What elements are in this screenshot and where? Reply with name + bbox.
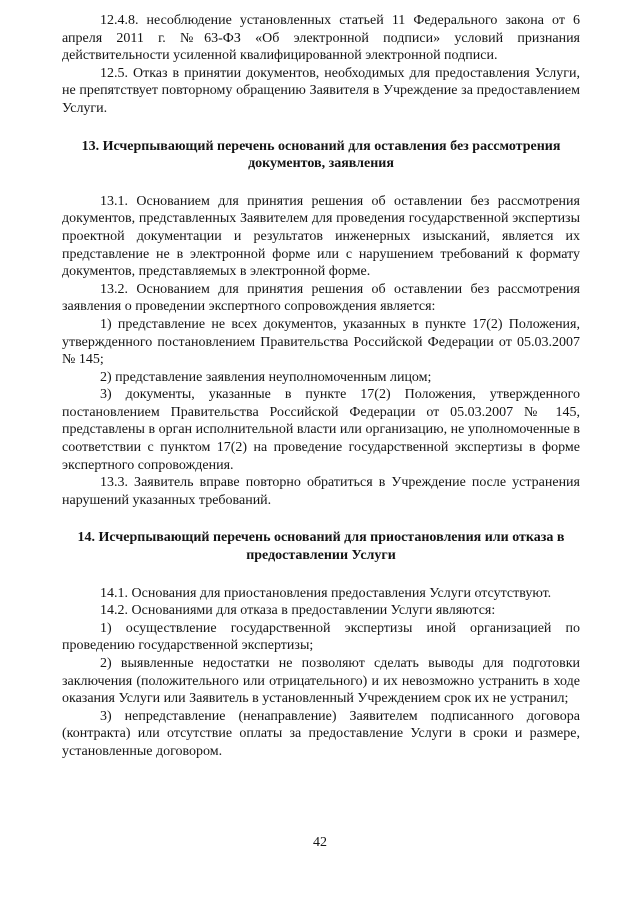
list-item-13-2-2: 2) представление заявления неуполномоченным лицом; [100,369,432,385]
section-14-heading: 14. Исчерпывающий перечень оснований для приостановления или отказа в предоставлении Услуги [77,530,565,564]
section-13-heading: 13. Исчерпывающий перечень оснований для оставления без рассмотрения документов, заявления [81,138,561,172]
list-item-13-2-3: 3) документы, указанные в пункте 17(2) Положения, утвержденного постановлением Правительства Российской Федерации от 05.03.2007 № 145, представлены в орган исполнительной власти или организацию, не уполномоченные в соответствии с пунктом 17(2) на проведение государственной экспертизы в форме экспертного сопровождения. [62,387,580,473]
paragraph-14-1: 14.1. Основания для приостановления предоставления Услуги отсутствуют. [100,585,552,601]
paragraph-13-3: 13.3. Заявитель вправе повторно обратиться в Учреждение после устранения нарушений указанных требований. [62,475,580,508]
page-number: 42 [313,835,327,850]
paragraph-13-2: 13.2. Основанием для принятия решения об оставлении без рассмотрения заявления о проведении экспертного сопровождения является: [62,281,580,315]
list-item-14-2-1: 1) осуществление государственной экспертизы иной организацией по проведению государственной экспертизы; [62,620,580,654]
paragraph-12-4-8: 12.4.8. несоблюдение установленных статьей 11 Федерального закона от 6 апреля 2011 г. №63-ФЗ «Об электронной подписи» условий признания действительности усиленной квалифицированной электронной подписи. [62,13,580,64]
list-item-13-2-1: 1) представление не всех документов, указанных в пункте 17(2) Положения, утвержденного постановлением Правительства Российской Федерации от 05.03.2007 № 145; [62,316,580,368]
paragraph-14-2: 14.2. Основаниями для отказа в предоставлении Услуги являются: [100,603,496,619]
paragraph-13-1: 13.1. Основанием для принятия решения об оставлении без рассмотрения документов, представленных Заявителем для проведения государственной экспертизы проектной документации и результатов инженерных изысканий, является их представление не в электронной форме или с нарушением требований к формату документов, представляемых в электронной форме. [62,193,580,280]
list-item-14-2-3: 3) непредставление (ненаправление) Заявителем подписанного договора (контракта) или отсутствие оплаты за предоставление Услуги в сроки и размере, установленные договором. [62,708,580,759]
paragraph-12-5: 12.5. Отказ в принятии документов, необходимых для предоставления Услуги, не препятствует повторному обращению Заявителя в Учреждение за предоставлением Услуги. [62,65,580,116]
list-item-14-2-2: 2) выявленные недостатки не позволяют сделать выводы для подготовки заключения (положительного или отрицательного) и их невозможно устранить в ходе оказания Услуги или Заявитель в установленный Учреждением срок их не устранил; [62,656,580,707]
